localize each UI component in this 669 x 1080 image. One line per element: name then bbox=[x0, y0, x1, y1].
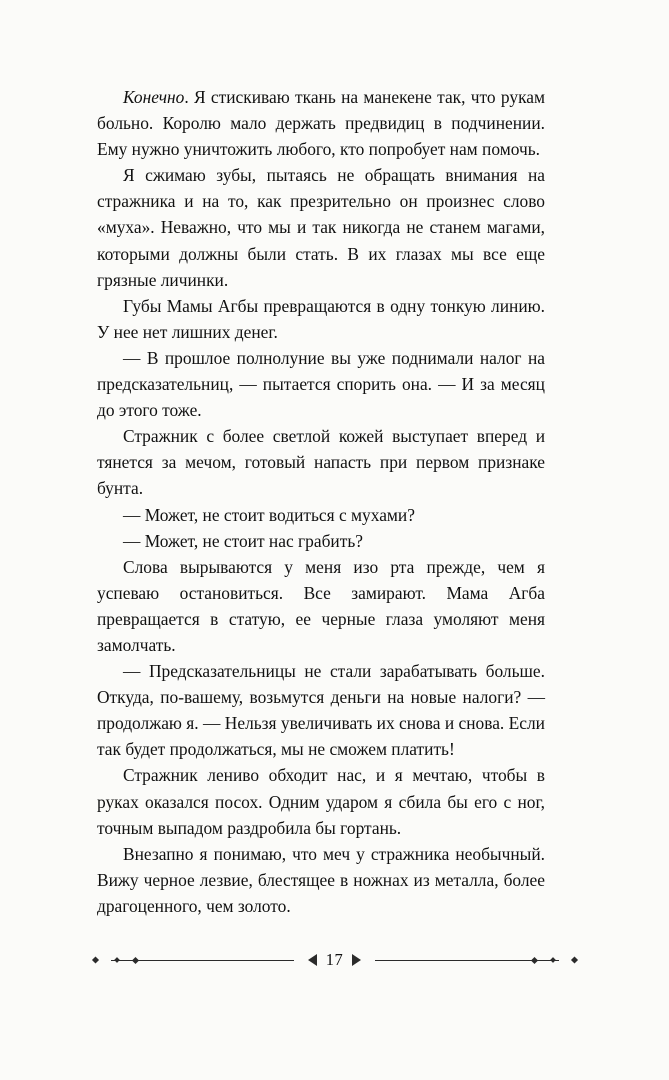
paragraph-10: Стражник лениво обходит нас, и я мечтаю, чтобы в руках оказался посох. Одним ударом я сбила бы его с ног, точным выпадом раздробила бы гортань. bbox=[97, 765, 545, 838]
footer-rule-right bbox=[375, 960, 558, 961]
footer-ornament-bar bbox=[111, 940, 559, 980]
paragraph-5: Стражник с более светлой кожей выступает вперед и тянется за мечом, готовый напасть при первом признаке бунта. bbox=[97, 426, 545, 499]
footer-edge-diamond-left-icon bbox=[91, 956, 98, 963]
paragraph-2: Я сжимаю зубы, пытаясь не обращать внимания на стражника и на то, как презрительно он произнес слово «муха». Неважно, что мы и так никогда не станем магами, которыми должны были стать. В их глазах мы все еще грязные личинки. bbox=[97, 165, 545, 290]
paragraph-9: — Предсказательницы не стали зарабатывать больше. Откуда, по-вашему, возьмутся деньги на новые налоги? — продолжаю я. — Нельзя увеличивать их снова и снова. Если так будет продолжаться, мы не сможем платить! bbox=[97, 661, 545, 760]
page-number-group bbox=[304, 950, 366, 970]
paragraph-1-italic-lead: Конечно bbox=[123, 87, 185, 107]
paragraph-6: — Может, не стоит водиться с мухами? bbox=[123, 504, 415, 525]
triangle-left-icon bbox=[308, 954, 317, 966]
page-footer bbox=[0, 940, 669, 980]
triangle-right-icon bbox=[352, 954, 361, 966]
paragraph-8: Слова вырываются у меня изо рта прежде, чем я успеваю остановиться. Все замирают. Мама Агба превращается в статую, ее черные глаза умоляют меня замолчать. bbox=[97, 556, 545, 655]
paragraph-1-text: . Я стискиваю ткань на манекене так, что рукам больно. Королю мало держать предвидиц в подчинении. Ему нужно уничтожить любого, кто попробует нам помочь. bbox=[97, 87, 545, 160]
page-number: 17 bbox=[325, 950, 344, 969]
paragraph-4: — В прошлое полнолуние вы уже поднимали налог на предсказательниц, — пытается спорить она. — И за месяц до этого тоже. bbox=[97, 347, 545, 421]
paragraph-11: Внезапно я понимаю, что меч у стражника необычный. Вижу черное лезвие, блестящее в ножнах из металла, более драгоценного, чем золото. bbox=[97, 843, 545, 916]
paragraph-3: Губы Мамы Агбы превращаются в одну тонкую линию. У нее нет лишних денег. bbox=[97, 295, 545, 342]
footer-edge-diamond-right-icon bbox=[570, 956, 577, 963]
page-text-body bbox=[97, 84, 545, 919]
paragraph-7: — Может, не стоит нас грабить? bbox=[123, 530, 363, 551]
paragraph-1 bbox=[97, 84, 545, 162]
footer-rule-left bbox=[111, 960, 294, 961]
